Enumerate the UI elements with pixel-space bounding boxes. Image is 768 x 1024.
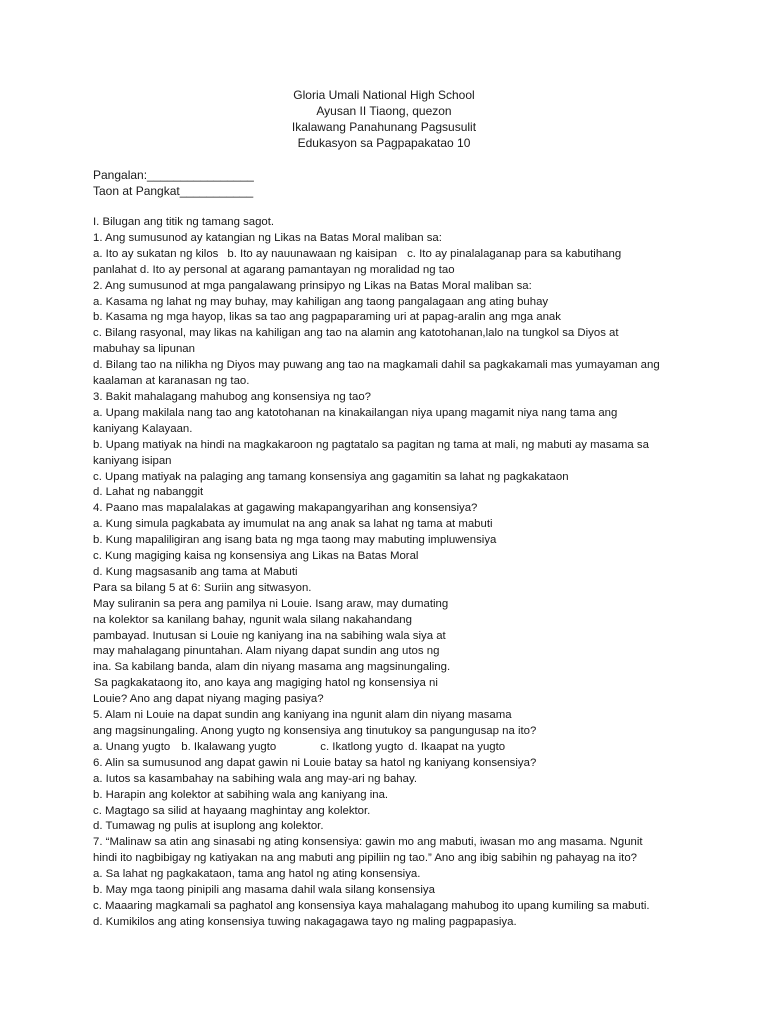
- choice-6c: c. Magtago sa silid at hayaang maghintay ang kolektor.: [93, 804, 371, 817]
- choice-1c-cont: panlahat d. Ito ay personal at agarang pamantayan ng moralidad ng tao: [93, 263, 455, 276]
- situation-line: Louie? Ano ang dapat niyang maging pasiya?: [93, 693, 324, 706]
- choice-3c: c. Upang matiyak na palaging ang tamang konsensiya ang gagamitin sa lahat ng pagkakataon: [93, 470, 569, 483]
- choice-7b: b. May mga taong pinipili ang masama dahil wala silang konsensiya: [93, 884, 435, 897]
- choice-6d: d. Tumawag ng pulis at isuplong ang kolektor.: [93, 820, 324, 833]
- choice-4b: b. Kung mapaliligiran ang isang bata ng mga taong may mabuting impluwensiya: [93, 534, 497, 547]
- choice-5c: c. Ikatlong yugto: [320, 740, 404, 753]
- choice-2d-cont: kaalaman at karanasan ng tao.: [93, 375, 250, 388]
- situation-intro: Para sa bilang 5 at 6: Suriin ang sitwasyon.: [93, 581, 312, 594]
- document-header: [0, 87, 768, 151]
- choice-3b-cont: kaniyang isipan: [93, 454, 172, 467]
- question-1: 1. Ang sumusunod ay katangian ng Likas na Batas Moral maliban sa:: [93, 231, 442, 244]
- question-7: 7. “Malinaw sa atin ang sinasabi ng ating konsensiya: gawin mo ang mabuti, iwasan mo ang masama. Ngunit: [93, 836, 643, 849]
- situation-line: na kolektor sa kanilang bahay, ngunit wala silang nakahandang: [93, 613, 412, 626]
- question-5: 5. Alam ni Louie na dapat sundin ang kaniyang ina ngunit alam din niyang masama: [93, 709, 512, 722]
- choice-5b: b. Ikalawang yugto: [181, 740, 277, 753]
- question-5-cont: ang magsinungaling. Anong yugto ng konsensiya ang tinutukoy sa pangungusap na ito?: [93, 725, 537, 737]
- exam-title: Ikalawang Panahunang Pagsusulit: [291, 120, 477, 134]
- choice-1c: c. Ito ay pinalalaganap para sa kabutihang: [407, 247, 622, 260]
- exam-body: [93, 215, 683, 931]
- year-section-field: Taon at Pangkat___________: [93, 184, 254, 198]
- choice-2c-cont: mabuhay sa lipunan: [93, 343, 195, 356]
- choice-5a: a. Unang yugto: [93, 740, 171, 753]
- choice-7d: d. Kumikilos ang ating konsensiya tuwing nakagagawa tayo ng maling pagpapasiya.: [93, 915, 517, 928]
- school-name: Gloria Umali National High School: [293, 88, 475, 102]
- choice-4d: d. Kung magsasanib ang tama at Mabuti: [93, 565, 298, 578]
- question-5-choices: [93, 740, 683, 756]
- situation-line: pambayad. Inutusan si Louie ng kaniyang ina na sabihing wala siya at: [93, 629, 446, 642]
- choice-4a: a. Kung simula pagkabata ay imumulat na ang anak sa lahat ng tama at mabuti: [93, 518, 493, 531]
- subject-title: Edukasyon sa Pagpapakatao 10: [297, 136, 471, 150]
- choice-2b: b. Kasama ng mga hayop, likas sa tao ang pagpaparaming uri at papag-aralin ang mga anak: [93, 311, 561, 324]
- choice-1b: b. Ito ay nauunawaan ng kaisipan: [227, 247, 398, 260]
- name-field: Pangalan:________________: [93, 168, 254, 182]
- choice-7c: c. Maaaring magkamali sa paghatol ang konsensiya kaya mahalagang mahubog ito upang kumiling sa mabuti.: [93, 899, 650, 912]
- choice-7a: a. Sa lahat ng pagkakataon, tama ang hatol ng ating konsensiya.: [93, 868, 421, 881]
- school-address: Ayusan II Tiaong, quezon: [316, 104, 452, 118]
- question-1-choices: [93, 247, 683, 263]
- question-2: 2. Ang sumusunod at mga pangalawang prinsipyo ng Likas na Batas Moral maliban sa:: [93, 279, 532, 292]
- student-fields: [93, 167, 254, 199]
- question-6: 6. Alin sa sumusunod ang dapat gawin ni Louie batay sa hatol ng kaniyang konsensiya?: [93, 756, 537, 769]
- choice-6b: b. Harapin ang kolektor at sabihing wala ang kaniyang ina.: [93, 788, 389, 801]
- situation-line: may mahalagang pinuntahan. Alam niyang dapat sundin ang utos ng: [93, 645, 440, 658]
- choice-3a: a. Upang makilala nang tao ang katotohanan na kinakailangan niya upang magamit niya nang tama ang: [93, 406, 618, 419]
- choice-3d: d. Lahat ng nabanggit: [93, 486, 204, 499]
- choice-3a-cont: kaniyang Kalayaan.: [93, 422, 193, 435]
- situation-line: ina. Sa kabilang banda, alam din niyang masama ang magsinungaling.: [93, 661, 451, 674]
- question-4: 4. Paano mas mapalalakas at gagawing makapangyarihan ang konsensiya?: [93, 502, 478, 515]
- question-7-cont: hindi ito nagbibigay ng katiyakan na ang mabuti ang pipiliin ng tao.” Ano ang ibig sabihin ng pahayag na ito?: [93, 852, 637, 865]
- choice-1a: a. Ito ay sukatan ng kilos: [93, 247, 219, 260]
- question-3: 3. Bakit mahalagang mahubog ang konsensiya ng tao?: [93, 390, 372, 403]
- choice-2a: a. Kasama ng lahat ng may buhay, may kahiligan ang taong pangalagaan ang ating buhay: [93, 295, 549, 308]
- choice-6a: a. Iutos sa kasambahay na sabihing wala ang may-ari ng bahay.: [93, 772, 417, 785]
- choice-3b: b. Upang matiyak na hindi na magkakaroon ng pagtatalo sa pagitan ng tama at mali, ng mabuti ay masama sa: [93, 438, 649, 451]
- situation-line: Sa pagkakataong ito, ano kaya ang magiging hatol ng konsensiya ni: [94, 677, 438, 690]
- choice-4c: c. Kung magiging kaisa ng konsensiya ang Likas na Batas Moral: [93, 550, 419, 563]
- choice-5d: d. Ikaapat na yugto: [408, 740, 506, 753]
- instruction: I. Bilugan ang titik ng tamang sagot.: [93, 216, 275, 228]
- choice-2c: c. Bilang rasyonal, may likas na kahiligan ang tao na alamin ang katotohanan,lalo na tungkol sa Diyos at: [93, 327, 619, 340]
- situation-line: May suliranin sa pera ang pamilya ni Louie. Isang araw, may dumating: [93, 597, 449, 610]
- choice-2d: d. Bilang tao na nilikha ng Diyos may puwang ang tao na magkamali dahil sa pagkakamali mas yumayaman ang: [93, 359, 660, 372]
